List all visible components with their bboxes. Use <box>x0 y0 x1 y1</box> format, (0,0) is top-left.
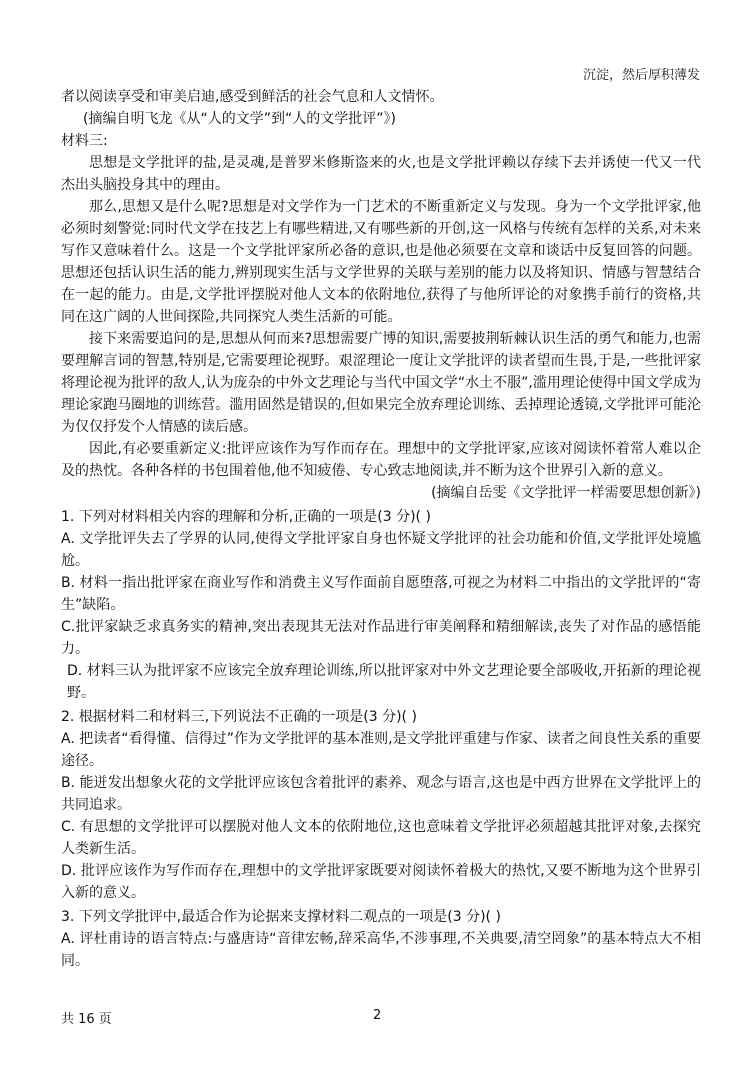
question-1: 1. 下列对材料相关内容的理解和分析,正确的一项是(3 分)( ) <box>61 509 431 525</box>
source-citation-1: (摘编自明飞龙《从“人的文学”到“人的文学批评”》) <box>83 111 396 127</box>
question-2-option-d: D. 批评应该作为写作而存在,理想中的文学批评家既要对阅读怀着极大的热忱,又要不断地为这个世界引入新的意义。 <box>61 863 701 901</box>
question-1-option-c: C.批评家缺乏求真务实的精神,突出表现其无法对作品进行审美阐释和精细解读,丧失了对作品的感悟能力。 <box>61 619 701 657</box>
paragraph-continuation: 者以阅读享受和审美启迪,感受到鲜活的社会气息和人文情怀。 <box>61 89 444 105</box>
question-1-option-b: B. 材料一指出批评家在商业写作和消费主义写作面前自愿堕落,可视之为材料二中指出的文学批评的“寄生”缺陷。 <box>61 575 701 613</box>
question-2: 2. 根据材料二和材料三,下列说法不正确的一项是(3 分)( ) <box>61 709 417 725</box>
question-1-option-a: A. 文学批评失去了学界的认同,使得文学批评家自身也怀疑文学批评的社会功能和价值,文学批评处境尴尬。 <box>61 531 701 569</box>
footer-total-pages: 共 16 页 <box>61 1012 112 1027</box>
material-3-paragraph-3: 接下来需要追问的是,思想从何而来?思想需要广博的知识,需要披荆斩棘认识生活的勇气和能力,也需要理解言词的智慧,特别是,它需要理论视野。艰涩理论一度让文学批评的读者望而生畏,于是,一些批评家将理论视为批评的敌人,认为庞杂的中外文艺理论与当代中国文学“水土不服”,滥用理论使得中国文学成为理论家跑马圈地的训练营。滥用固然是错误的,但如果完全放弃理论训练、丢掉理论透镜,文学批评可能沦为仅仅抒发个人情感的读后感。 <box>61 331 701 435</box>
question-2-option-b: B. 能迸发出想象火花的文学批评应该包含着批评的素养、观念与语言,这也是中西方世界在文学批评上的共同追求。 <box>61 775 701 813</box>
question-2-option-c: C. 有思想的文学批评可以摆脱对他人文本的依附地位,这也意味着文学批评必须超越其批评对象,去探究人类新生活。 <box>61 819 701 857</box>
material-3-paragraph-2: 那么,思想又是什么呢?思想是对文学作为一门艺术的不断重新定义与发现。身为一个文学批评家,他必须时刻警觉:同时代文学在技艺上有哪些精进,又有哪些新的开创,这一风格与传统有怎样的关系,对未来写作又意味着什么。这是一个文学批评家所必备的意识,也是他必须要在文章和谈话中反复回答的问题。思想还包括认识生活的能力,辨别现实生活与文学世界的关联与差别的能力以及将知识、情感与智慧结合在一起的能力。由是,文学批评摆脱对他人文本的依附地位,获得了与他所评论的对象携手前行的资格,共同在这广阔的人世间探险,共同探究人类生活新的可能。 <box>61 199 701 325</box>
question-3-option-a: A. 评杜甫诗的语言特点:与盛唐诗“音律宏畅,辞采高华,不涉事理,不关典要,清空罔象”的基本特点大不相同。 <box>61 931 701 969</box>
footer-page-number: 2 <box>373 1008 382 1023</box>
material-3-paragraph-4: 因此,有必要重新定义:批评应该作为写作而存在。理想中的文学批评家,应该对阅读怀着常人难以企及的热忱。各种各样的书包围着他,他不知疲倦、专心致志地阅读,并不断为这个世界引入新的意义。 <box>61 441 701 479</box>
question-3: 3. 下列文学批评中,最适合作为论据来支撑材料二观点的一项是(3 分)( ) <box>61 909 501 925</box>
source-citation-2: (摘编自岳雯《文学批评一样需要思想创新》) <box>431 485 701 501</box>
material-3-title: 材料三: <box>61 133 108 149</box>
document-body <box>61 86 701 972</box>
material-3-paragraph-1: 思想是文学批评的盐,是灵魂,是普罗米修斯盗来的火,也是文学批评赖以存续下去并诱使一代又一代杰出头脑投身其中的理由。 <box>61 155 701 193</box>
question-2-option-a: A. 把读者“看得懂、信得过”作为文学批评的基本准则,是文学批评重建与作家、读者之间良性关系的重要途径。 <box>61 731 701 769</box>
question-1-option-d: D. 材料三认为批评家不应该完全放弃理论训练,所以批评家对中外文艺理论要全部吸收,开拓新的理论视野。 <box>67 663 701 701</box>
header-motto: 沉淀，然后厚积薄发 <box>582 68 700 83</box>
